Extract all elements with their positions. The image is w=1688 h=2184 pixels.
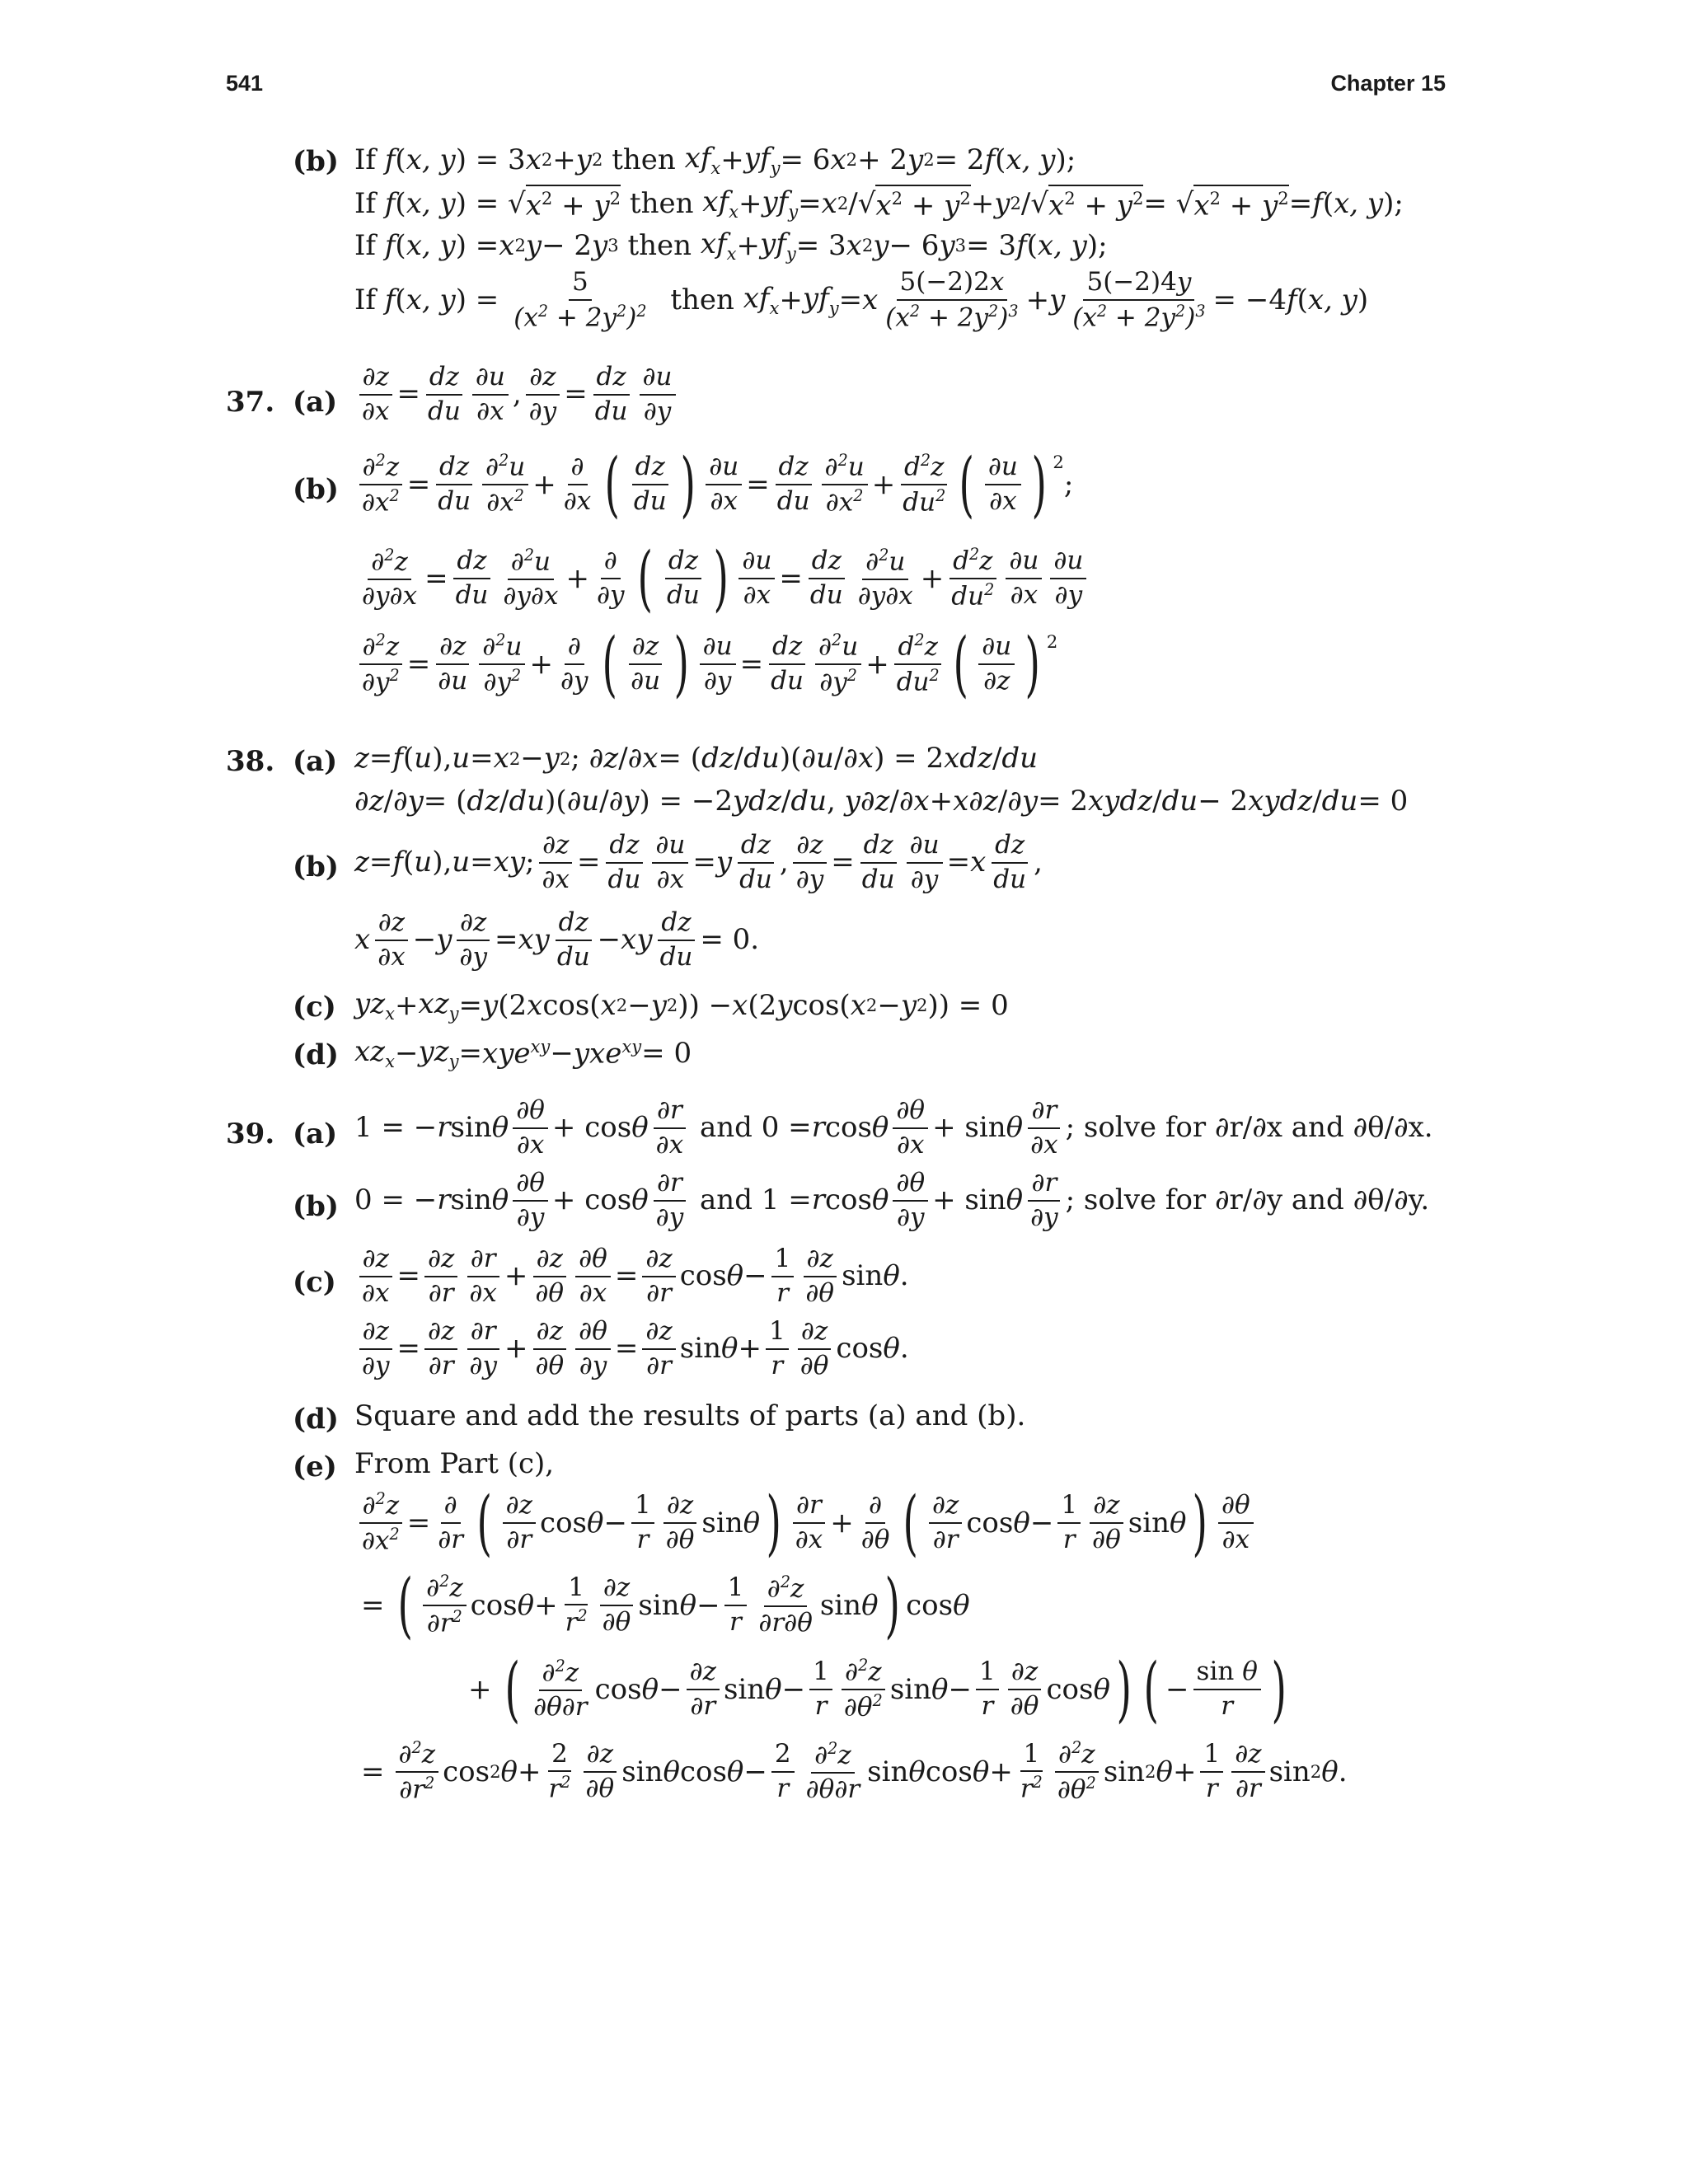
equation-line: $xz_x$ − $yz_y$ = xye$^{xy}$ − yxe$^{xy}$ = 0 <box>354 1035 692 1071</box>
problem-number: 37. <box>226 386 275 419</box>
text-line: Square and add the results of parts (a) and (b). <box>354 1399 1026 1432</box>
part-label: (b) <box>293 851 339 883</box>
equation-line: ∂z ∂y = ∂z ∂r ∂r ∂y + ∂z ∂θ ∂θ ∂y = ∂z ∂r sin θ + 1 r ∂z ∂θ cos θ . <box>354 1317 909 1380</box>
equation-line: ∂$^2$z $\partial y^2$ = ∂z ∂u ∂$^2$u $\partial y^2$ + ∂ ∂y ( ∂z ∂u ) ∂u ∂y = dz du ∂$^2$u $\partial y^2$ + $d^2z$ $du^2$ ( ∂u ∂z ) $^2$ <box>354 631 1057 697</box>
part-label: (b) <box>293 473 339 506</box>
part-label: (c) <box>293 1266 336 1299</box>
text-line: From Part (c), <box>354 1447 555 1480</box>
equation-line: If f ( x, y ) = 3 x 2 + y 2 then $xf_x$ + $yf_y$ = 6 x 2 + 2 y 2 = 2 f ( x, y ); <box>354 142 1076 178</box>
part-label: (a) <box>293 745 338 778</box>
part-label: (b) <box>293 145 339 178</box>
part-label: (a) <box>293 386 338 419</box>
equation-line: ∂$^2$z $\partial x^2$ = dz du ∂$^2$u $\partial x^2$ + ∂ ∂x ( dz du ) ∂u ∂x = dz du ∂$^2$u $\partial x^2$ + $d^2z$ $du^2$ ( ∂u ∂x ) $^2$ ; <box>354 452 1073 518</box>
equation-line: ∂$^2$z ∂y∂x = dz du ∂$^2$u ∂y∂x + ∂ ∂y ( dz du ) ∂u ∂x = dz du ∂$^2$u ∂y∂x + $d^2z$ $du^2$ ∂u ∂x ∂u ∂y <box>354 546 1090 612</box>
equation-line: If f ( x, y ) = x 2 y − 2 y 3 then $xf_x$ + $yf_y$ = 3 x 2 y − 6 y 3 = 3 f ( x, y ); <box>354 227 1108 264</box>
equation-line: ∂ z /∂ y = ( dz / du )(∂ u /∂ y ) = −2 ydz / du , y ∂ z /∂ x + x ∂ z /∂ y = 2 xydz / du − 2 xydz / du = 0 <box>354 785 1409 818</box>
equation-line: ∂$^2$z $\partial x^2$ = ∂ ∂r ( ∂z ∂r cos θ − 1 r ∂z ∂θ sin θ ) ∂r ∂x + ∂ ∂θ ( ∂z ∂r cos θ − 1 r ∂z ∂θ sin θ ) ∂θ ∂x <box>354 1490 1258 1556</box>
equation-line: $yz_x$ + $xz_y$ = y (2 x cos( x 2 − y 2 )) − x (2 y cos( x 2 − y 2 )) = 0 <box>354 987 1009 1024</box>
equation-line: If f ( x, y ) = 5 $(x^2 + 2y^2)^2$ then $xf_x$ + $yf_y$ = x 5(−2)2x $(x^2 + 2y^2)^3$ + y 5(−2)4y $(x^2 + 2y^2)^3$ = −4 f ( x, y ) <box>354 267 1369 332</box>
equation-line: + ( ∂$^2$z ∂θ∂r cos θ − ∂z ∂r sin θ − 1 r ∂$^2$z $\partial\theta^2$ sin θ − 1 r ∂z ∂θ cos θ ) ( − sin θ r ) <box>468 1647 1287 1731</box>
equation-line: 1 = − r sin θ ∂θ ∂x + cos θ ∂r ∂x and 0 = r cos θ ∂θ ∂x + sin θ ∂r ∂x ; solve for ∂r/∂x and ∂θ/∂x. <box>354 1095 1433 1160</box>
equation-line: z = f ( u ), u = xy ; ∂z ∂x = dz du ∂u ∂x = y dz du , ∂z ∂y = dz du ∂u ∂y = x dz du , <box>354 830 1043 894</box>
part-label: (b) <box>293 1190 339 1223</box>
chapter-heading: Chapter 15 <box>1330 71 1446 96</box>
part-label: (e) <box>293 1451 337 1483</box>
equation-line: If f ( x, y ) = √ $x^2 + y^2$ then $xf_x$ + $yf_y$ = x 2 /√ $x^2 + y^2$ + y 2 /√ $x^2 + y^2$ = √ $x^2 + y^2$ = f ( x, y ); <box>354 185 1404 223</box>
equation-line: = ( ∂$^2$z $\partial r^2$ cos θ + 1 $r^2$ ∂z ∂θ sin θ − 1 r ∂$^2$z ∂r∂θ sin θ ) cos θ <box>361 1563 970 1647</box>
part-label: (c) <box>293 991 336 1024</box>
part-label: (d) <box>293 1038 339 1071</box>
part-label: (a) <box>293 1118 338 1151</box>
equation-line: = $\frac{\partial^2z}{\partial r^2}$ cos 2 θ + 2 $r^2$ ∂z ∂θ sin θ cos θ − 2 r ∂$^2$z ∂θ∂r sin θ cos θ + 1 $r^2$ ∂$^2$z $\partial\theta^2$ sin 2 θ + 1 r ∂z ∂r sin 2 θ . <box>361 1738 1348 1805</box>
equation-line: ∂z ∂x = ∂z ∂r ∂r ∂x + ∂z ∂θ ∂θ ∂x = ∂z ∂r cos θ − 1 r ∂z ∂θ sin θ . <box>354 1244 909 1308</box>
equation-line: z = f ( u ), u = x 2 − y 2 ; ∂ z /∂ x = ( dz / du )(∂ u /∂ x ) = 2 xdz / du <box>354 742 1039 775</box>
equation-line: 0 = − r sin θ ∂θ ∂y + cos θ ∂r ∂y and 1 = r cos θ ∂θ ∂y + sin θ ∂r ∂y ; solve for ∂r/∂y and ∂θ/∂y. <box>354 1168 1430 1232</box>
part-label: (d) <box>293 1403 339 1436</box>
page-number: 541 <box>226 71 264 96</box>
problem-number: 39. <box>226 1118 275 1151</box>
equation-line: x ∂z ∂x − y ∂z ∂y = xy dz du − xy dz du = 0. <box>354 907 760 972</box>
equation-line: ∂z ∂x = dz du ∂u ∂x , ∂z ∂y = dz du ∂u ∂y <box>354 363 680 426</box>
problem-number: 38. <box>226 745 275 778</box>
